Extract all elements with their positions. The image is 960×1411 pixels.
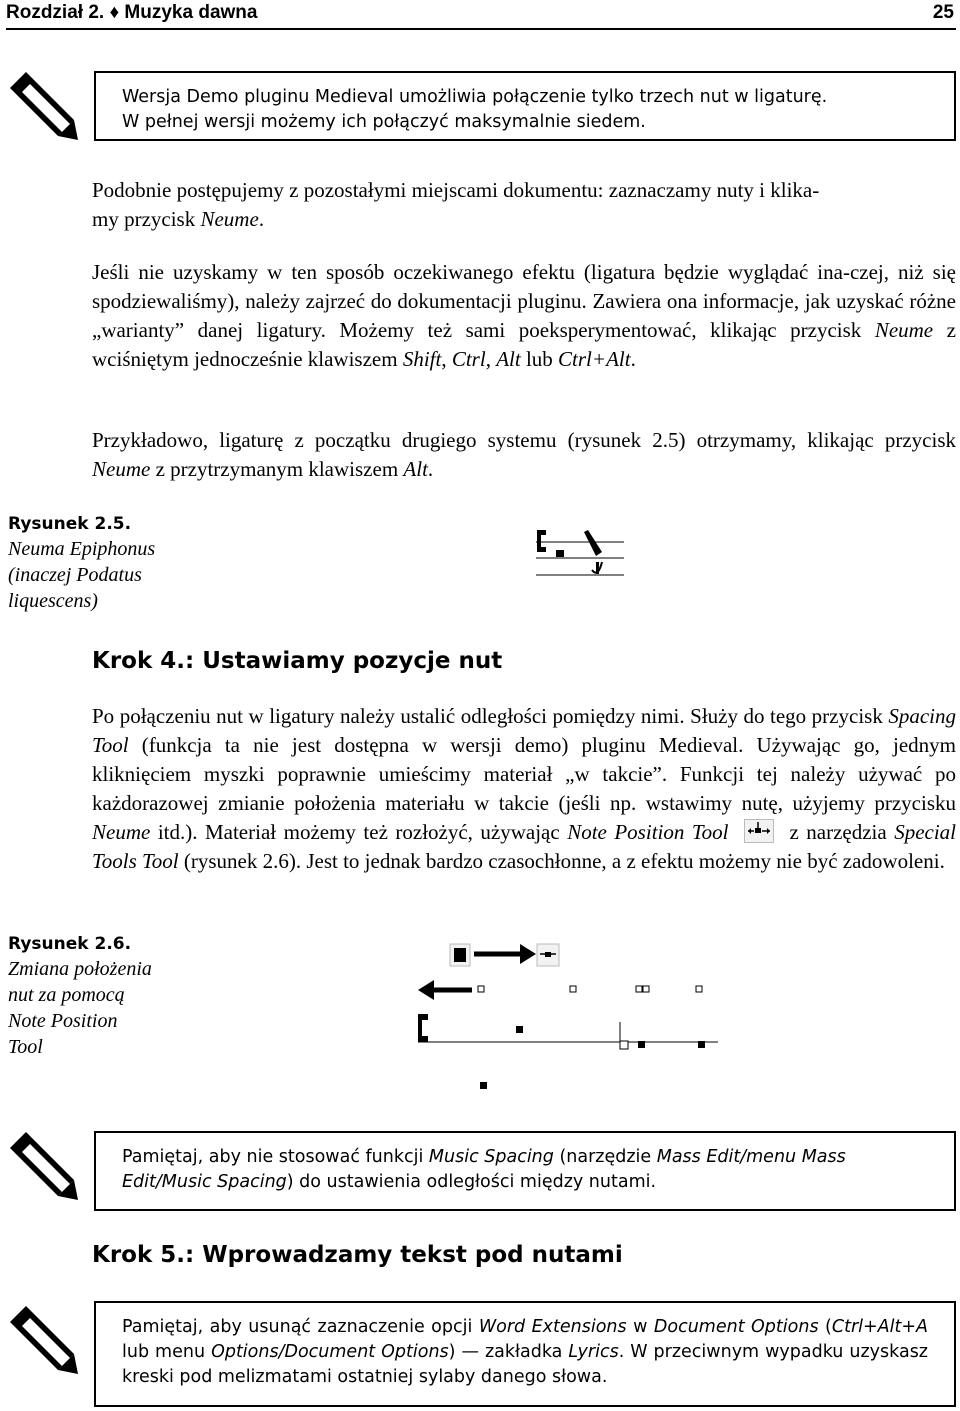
text: z narzędzia bbox=[789, 820, 895, 844]
text: Alt bbox=[403, 457, 428, 481]
note-line: W pełnej wersji możemy ich połączyć maksymalnie siedem. bbox=[122, 112, 646, 132]
note-position-tool-icon bbox=[744, 819, 774, 843]
note-box-demo bbox=[94, 71, 956, 141]
text: Spacing Tool bbox=[92, 704, 956, 757]
caption-line: (inaczej Podatus bbox=[8, 564, 142, 586]
text: Ctrl bbox=[451, 347, 486, 371]
chapter-title: Rozdział 2. ♦ Muzyka dawna bbox=[6, 2, 258, 23]
step-heading: Krok 4.: Ustawiamy pozycje nut bbox=[92, 648, 503, 674]
text: Music Spacing bbox=[428, 1147, 554, 1167]
text: Po połączeniu nut w ligatury należy ustalić odległości pomiędzy nimi. Służy do tego przycisk bbox=[92, 704, 889, 728]
text: lub bbox=[520, 347, 559, 371]
text: , bbox=[485, 347, 497, 371]
text: itd.). Materiał możemy też rozłożyć, używając bbox=[150, 820, 568, 844]
text: z przytrzymanym klawiszem bbox=[150, 457, 404, 481]
pencil-icon bbox=[4, 1126, 78, 1202]
text: Pamiętaj, aby nie stosować funkcji bbox=[122, 1147, 429, 1167]
text: Przykładowo, ligaturę z początku drugiego systemu (rysunek 2.5) otrzymamy, klikając przycisk bbox=[92, 428, 956, 452]
text: Podobnie postępujemy z pozostałymi miejscami dokumentu: zaznaczamy nuty i klika- bbox=[92, 178, 820, 202]
text: Neume bbox=[874, 318, 934, 342]
text: z wciśniętym jednocześnie klawiszem bbox=[92, 318, 956, 371]
paragraph bbox=[92, 702, 956, 876]
text: (rysunek 2.6). Jest to jednak bardzo czasochłonne, a z efektu możemy nie być zadowoleni. bbox=[178, 849, 945, 873]
step-heading: Krok 5.: Wprowadzamy tekst pod nutami bbox=[92, 1242, 623, 1268]
caption-line: Neuma Epiphonus bbox=[8, 538, 156, 560]
text: ) do ustawienia odległości między nutami. bbox=[286, 1172, 657, 1192]
text: Jeśli nie uzyskamy w ten sposób oczekiwanego efektu (ligatura będzie wyglądać ina-czej, niż się spodziewaliśmy), należy zajrzeć do dokumentacji pluginu. Zawiera ona informacje, jak uzyskać różne „warianty” danej ligatury. Możemy też sami poeksperymentować, klikając przycisk bbox=[92, 260, 956, 342]
caption-line: Tool bbox=[8, 1036, 43, 1058]
text: w bbox=[626, 1317, 654, 1337]
text: lub menu bbox=[122, 1342, 212, 1362]
note-box-lyrics bbox=[94, 1301, 956, 1407]
note-box-spacing bbox=[94, 1131, 956, 1211]
text: . bbox=[630, 347, 636, 371]
page-number: 25 bbox=[932, 2, 954, 23]
caption-line: nut za pomocą bbox=[8, 984, 125, 1006]
text: Neume bbox=[92, 457, 151, 481]
paragraph bbox=[92, 258, 956, 374]
pencil-icon bbox=[4, 1300, 78, 1376]
text: (narzędzie bbox=[553, 1147, 657, 1167]
text: Pamiętaj, aby usunąć zaznaczenie opcji bbox=[122, 1317, 479, 1337]
text: Ctrl+Alt+A bbox=[831, 1317, 928, 1337]
text: Document Options bbox=[653, 1317, 819, 1337]
text: Lyrics bbox=[568, 1342, 619, 1362]
note-position-figure bbox=[412, 938, 724, 1094]
text: my przycisk bbox=[92, 207, 201, 231]
text: Alt bbox=[496, 347, 521, 371]
figure-caption bbox=[8, 512, 188, 614]
text: ( bbox=[818, 1317, 832, 1337]
figure-label: Rysunek 2.5. bbox=[8, 514, 132, 534]
text: Options/Document Options bbox=[211, 1342, 449, 1362]
text: . bbox=[427, 457, 434, 481]
text: ) — zakładka bbox=[448, 1342, 569, 1362]
text: Mass Edit/menu Mass Edit/Music Spacing bbox=[122, 1147, 846, 1192]
caption-line: Note Position bbox=[8, 1010, 118, 1032]
figure-label: Rysunek 2.6. bbox=[8, 934, 132, 954]
note-line: Wersja Demo pluginu Medieval umożliwia połączenie tylko trzech nut w ligaturę. bbox=[122, 87, 828, 107]
page-header bbox=[6, 0, 956, 30]
text: Shift bbox=[402, 347, 442, 371]
text: Neume bbox=[92, 820, 151, 844]
epiphonus-neume-figure bbox=[532, 522, 628, 584]
text: Note Position Tool bbox=[567, 820, 729, 844]
text: (funkcja ta nie jest dostępna w wersji demo) pluginu Medieval. Używając go, jednym kliknięciem myszki poprawnie umieścimy materiał „w takcie”. Funkcji tej należy używać po każdorazowej zmianie położenia materiału w takcie (jeśli np. wstawimy nutę, użyjemy przycisku bbox=[92, 733, 956, 815]
text: . bbox=[258, 207, 265, 231]
text: Neume bbox=[200, 207, 259, 231]
figure-caption bbox=[8, 932, 188, 1060]
text: Word Extensions bbox=[478, 1317, 627, 1337]
caption-line: Zmiana położenia bbox=[8, 958, 152, 980]
text: , bbox=[441, 347, 452, 371]
paragraph bbox=[92, 176, 956, 234]
pencil-icon bbox=[4, 66, 78, 142]
caption-line: liquescens) bbox=[8, 590, 98, 612]
text: . W przeciwnym wypadku uzyskasz kreski pod melizmatami ostatniej sylaby danego słowa. bbox=[122, 1342, 928, 1387]
text: Ctrl+Alt bbox=[558, 347, 631, 371]
text: Special Tools Tool bbox=[92, 820, 957, 873]
paragraph bbox=[92, 426, 956, 484]
